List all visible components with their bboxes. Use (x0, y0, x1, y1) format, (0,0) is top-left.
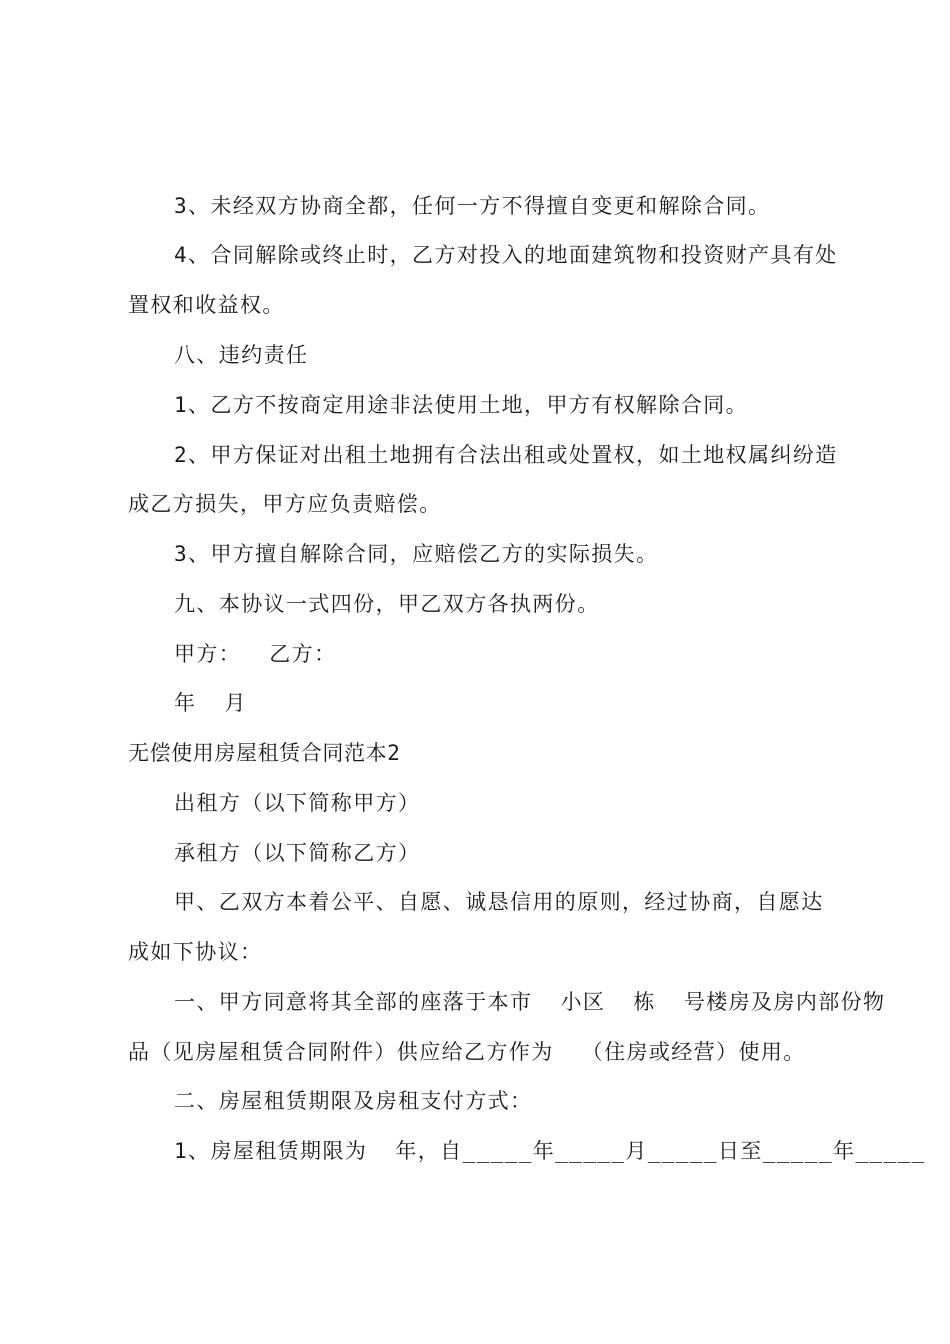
preamble-text: 甲、乙双方本着公平、自愿、诚恳信用的原则，经过协商，自愿达 (174, 890, 824, 914)
breach-clause-2: 2、甲方保证对出租土地拥有合法出租或处置权，如土地权属纠纷造 (174, 443, 838, 467)
preamble-continuation: 成如下协议： (128, 940, 263, 964)
lessee-line: 承租方（以下简称乙方） (174, 841, 421, 865)
clause-4-text: 4、合同解除或终止时，乙方对投入的地面建筑物和投资财产具有处 (174, 243, 838, 267)
section-9-text: 九、本协议一式四份，甲乙双方各执两份。 (174, 592, 600, 616)
section-8-heading: 八、违约责任 (174, 343, 309, 367)
contract-title: 无偿使用房屋租赁合同范本2 (128, 741, 401, 765)
signature-parties-line: 甲方： 乙方： (174, 642, 337, 666)
article-1-continuation: 品（见房屋租赁合同附件）供应给乙方作为 （住房或经营）使用。 (128, 1040, 806, 1064)
breach-clause-3: 3、甲方擅自解除合同，应赔偿乙方的实际损失。 (174, 542, 659, 566)
breach-clause-2-continuation: 成乙方损失，甲方应负责赔偿。 (128, 492, 442, 516)
lessor-line: 出租方（以下简称甲方） (174, 791, 421, 815)
clause-4-continuation: 置权和收益权。 (128, 293, 285, 317)
article-1-text: 一、甲方同意将其全部的座落于本市 小区 栋 号楼房及房内部份物 (174, 990, 886, 1014)
date-line: 年 月 (174, 691, 247, 715)
breach-clause-1: 1、乙方不按商定用途非法使用土地，甲方有权解除合同。 (174, 393, 749, 417)
clause-3-text: 3、未经双方协商全都，任何一方不得擅自变更和解除合同。 (174, 194, 771, 218)
lease-term-line: 1、房屋租赁期限为 年，自_____年_____月_____日至_____年_____ (174, 1139, 926, 1163)
article-2-heading: 二、房屋租赁期限及房租支付方式： (174, 1089, 533, 1113)
